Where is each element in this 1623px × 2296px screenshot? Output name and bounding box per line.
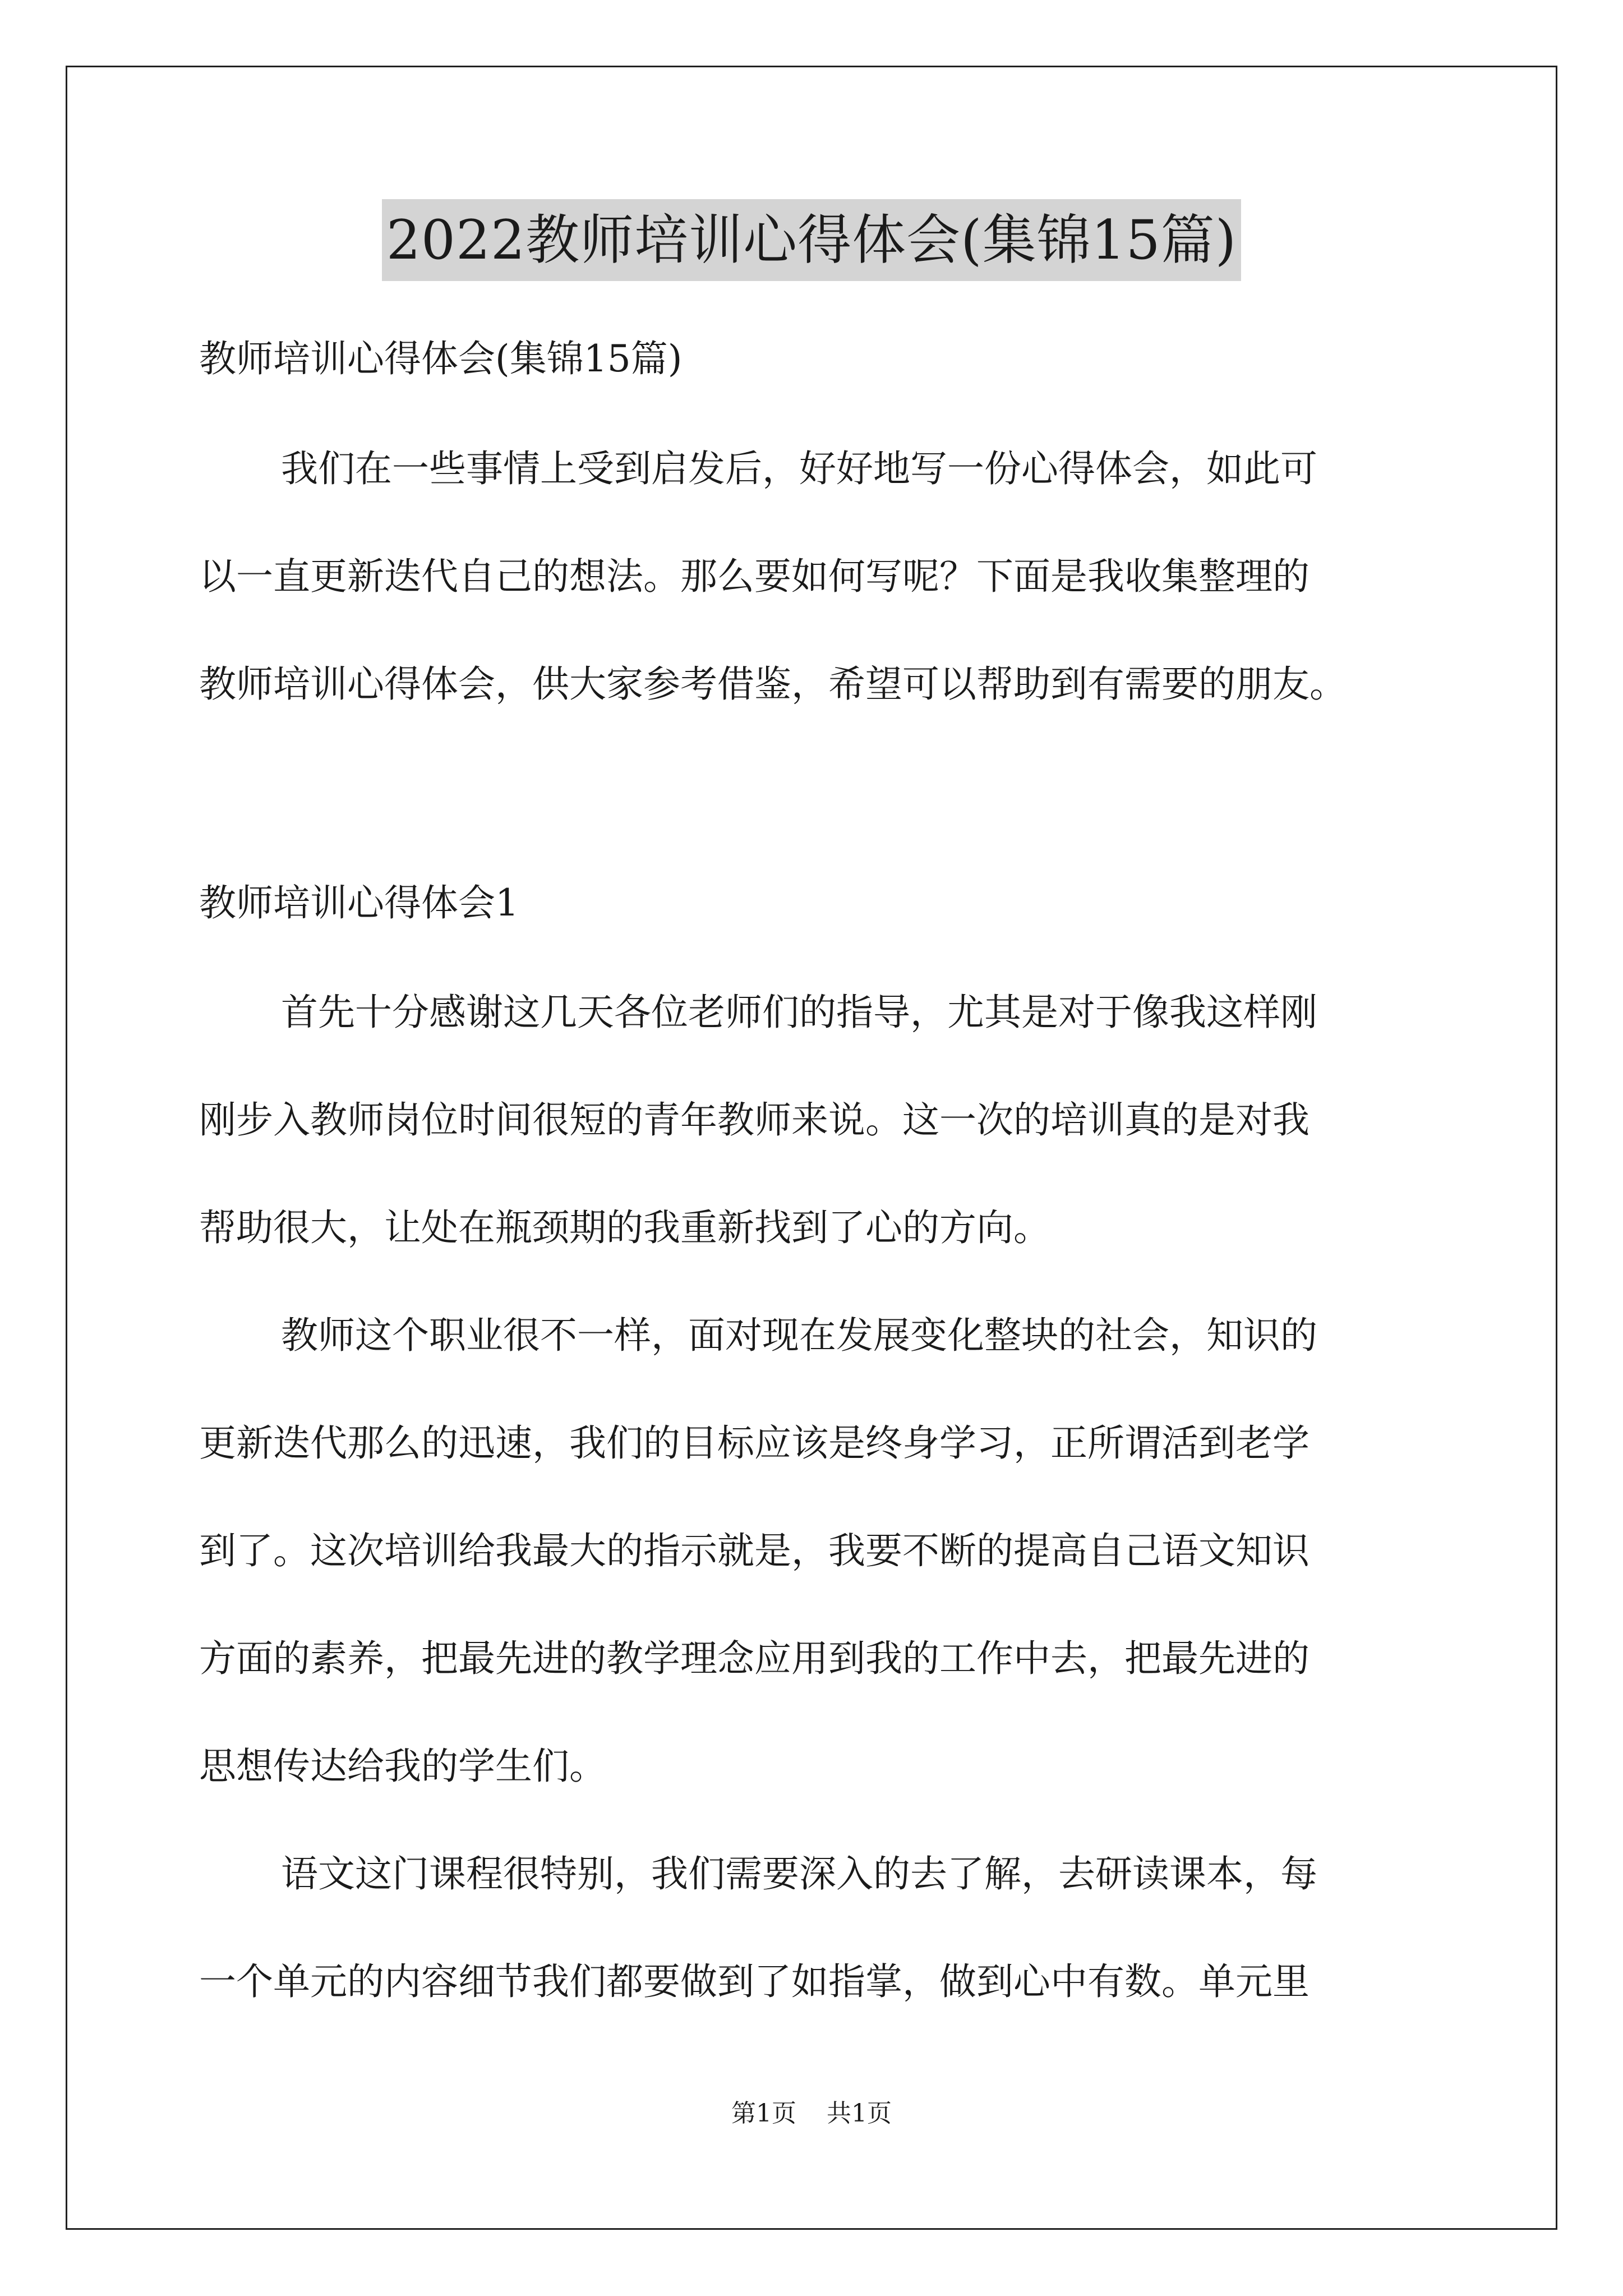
subtitle: 教师培训心得体会(集锦15篇)	[199, 337, 683, 380]
paragraph-line: 一个单元的内容细节我们都要做到了如指掌，做到心中有数。单元里	[199, 1960, 1310, 2003]
intro-line: 我们在一些事情上受到启发后，好好地写一份心得体会，如此可	[281, 447, 1317, 490]
section-heading: 教师培训心得体会1	[199, 881, 519, 924]
paragraph-line: 首先十分感谢这几天各位老师们的指导，尤其是对于像我这样刚	[281, 991, 1317, 1034]
page-border	[66, 66, 1557, 2230]
page-number: 第1页	[731, 2099, 796, 2128]
page-total: 共1页	[827, 2099, 892, 2128]
paragraph-line: 语文这门课程很特别，我们需要深入的去了解，去研读课本，每	[281, 1852, 1317, 1895]
paragraph-line: 教师这个职业很不一样，面对现在发展变化整块的社会，知识的	[281, 1314, 1317, 1357]
paragraph-line: 到了。这次培训给我最大的指示就是，我要不断的提高自己语文知识	[199, 1529, 1310, 1572]
intro-line: 教师培训心得体会，供大家参考借鉴，希望可以帮助到有需要的朋友。	[199, 662, 1347, 706]
title-container	[0, 199, 1623, 281]
paragraph-line: 帮助很大，让处在瓶颈期的我重新找到了心的方向。	[199, 1206, 1050, 1249]
paragraph-line: 思想传达给我的学生们。	[199, 1745, 606, 1788]
paragraph-line: 刚步入教师岗位时间很短的青年教师来说。这一次的培训真的是对我	[199, 1098, 1310, 1142]
intro-line: 以一直更新迭代自己的想法。那么要如何写呢？下面是我收集整理的	[199, 555, 1310, 598]
paragraph-line: 方面的素养，把最先进的教学理念应用到我的工作中去，把最先进的	[199, 1637, 1310, 1680]
document-title: 2022教师培训心得体会(集锦15篇)	[382, 199, 1241, 281]
paragraph-line: 更新迭代那么的迅速，我们的目标应该是终身学习，正所谓活到老学	[199, 1421, 1310, 1465]
page-footer	[0, 2097, 1623, 2131]
